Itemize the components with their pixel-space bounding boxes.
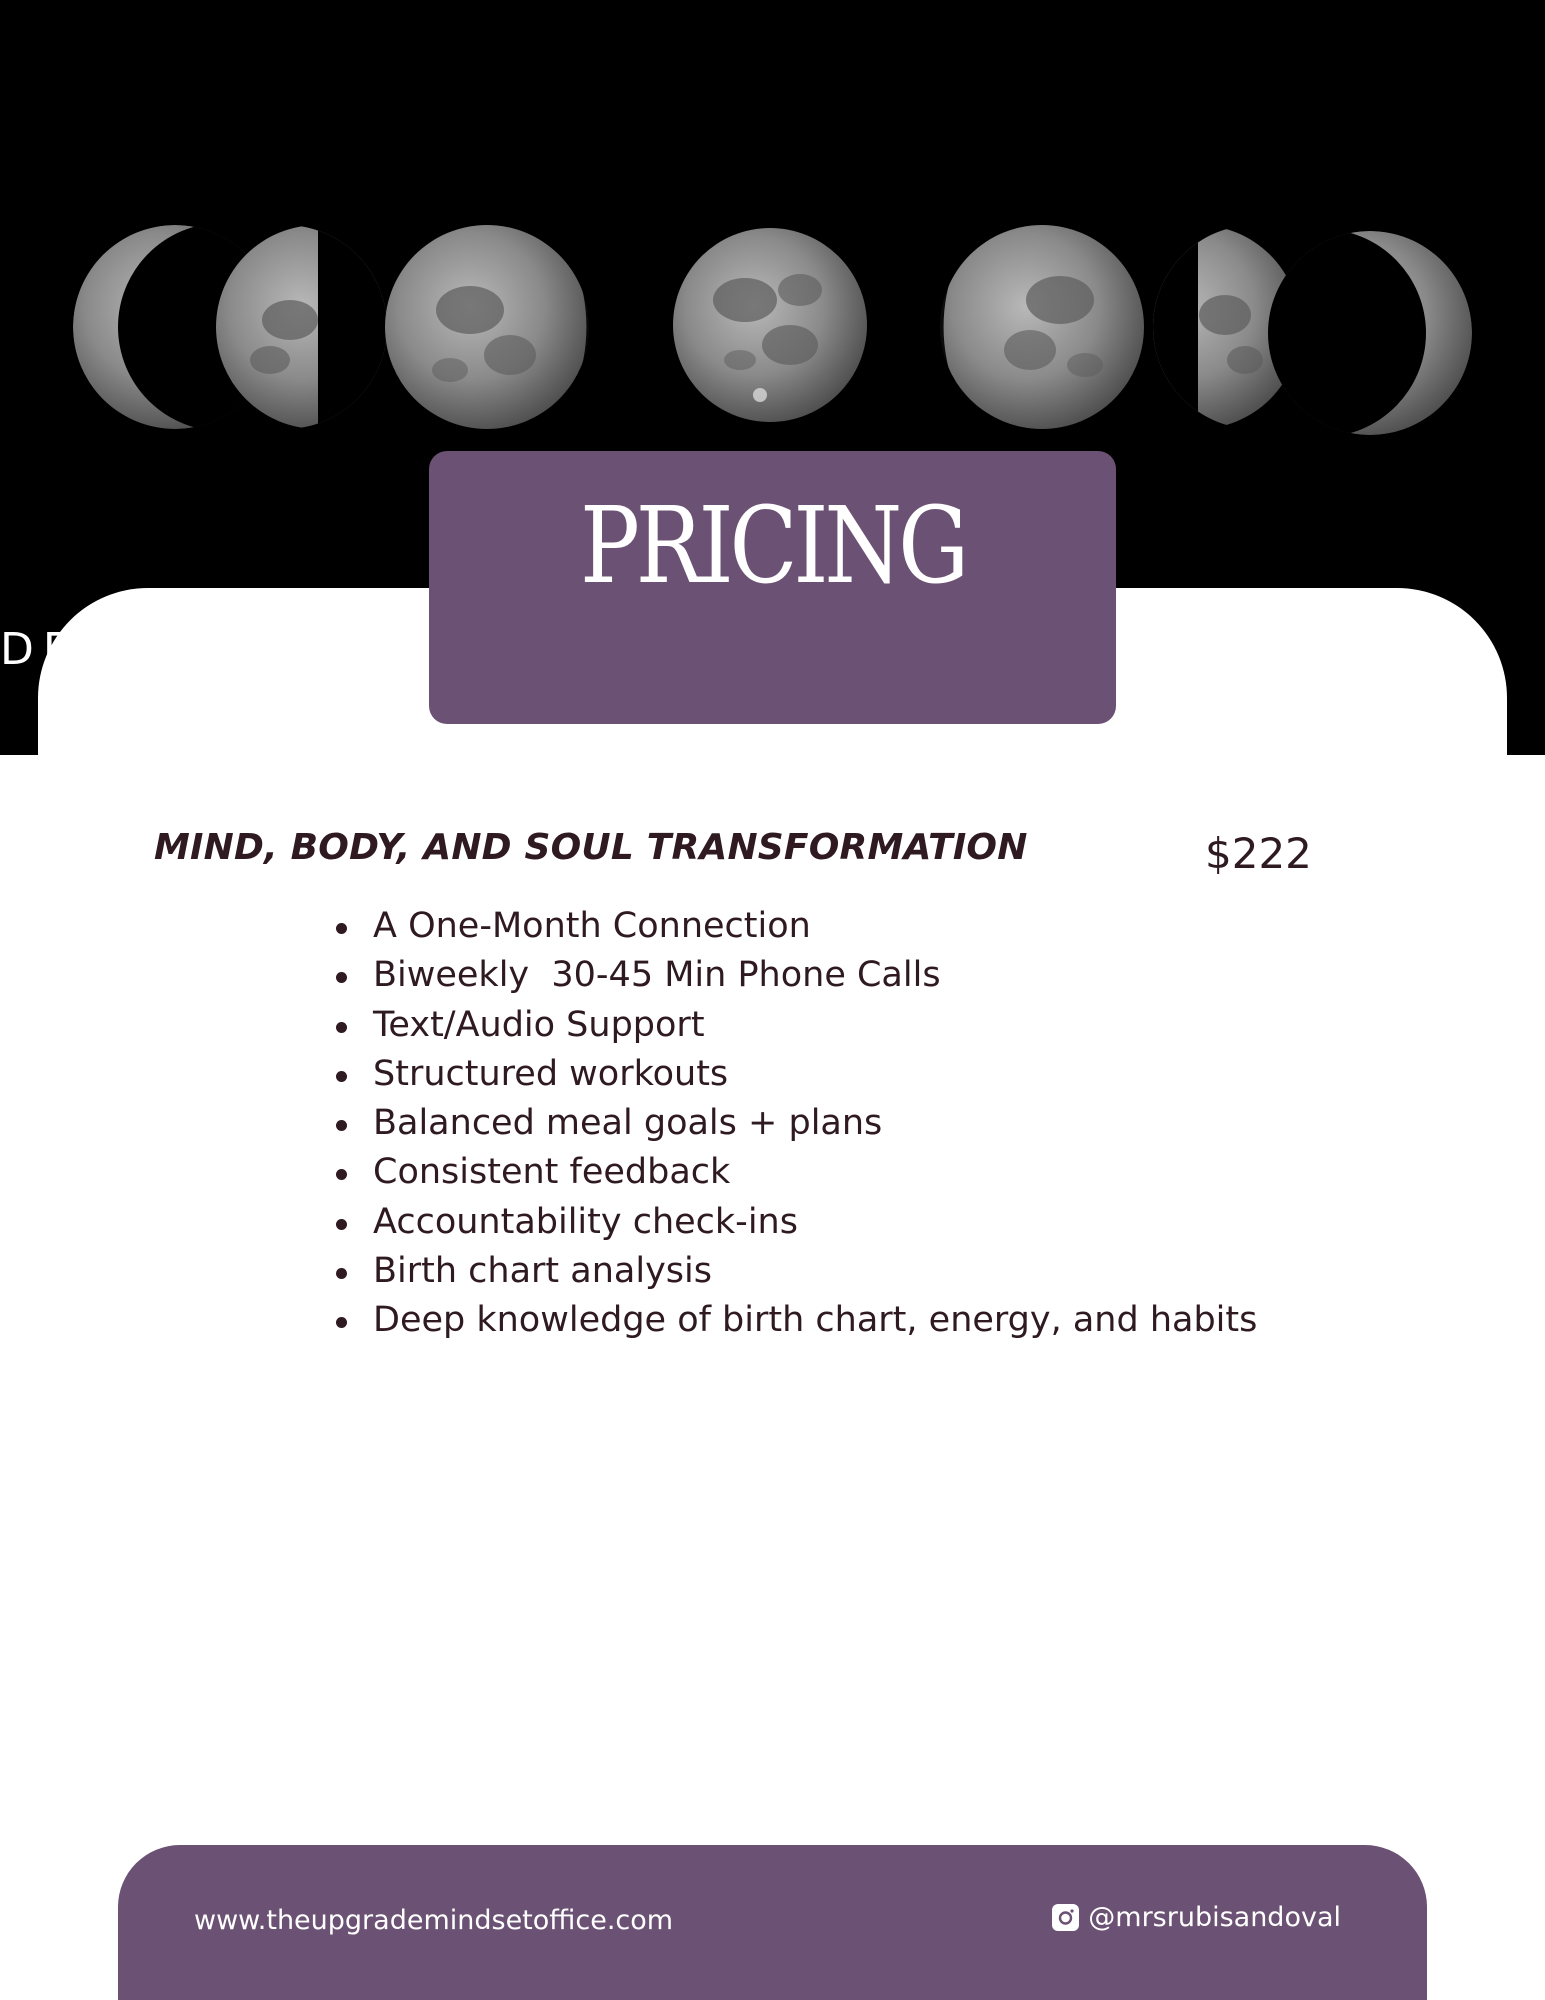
website-link[interactable]: www.theupgrademindsetoffice.com [194,1905,674,1936]
bullet-icon [336,1317,347,1328]
page-title: PRICING [579,484,966,607]
moon-gibbous-left [385,225,615,429]
bullet-icon [336,1071,347,1082]
feature-item: Text/Audio Support [331,1001,1257,1050]
feature-item: A One-Month Connection [331,902,1257,951]
instagram-icon [1052,1904,1079,1931]
title-box [429,451,1116,724]
bullet-icon [336,1219,347,1230]
package-name: MIND, BODY, AND SOUL TRANSFORMATION [154,827,1028,868]
feature-item: Biweekly 30-45 Min Phone Calls [331,951,1257,1000]
bullet-icon [336,972,347,983]
feature-item: Birth chart analysis [331,1247,1257,1296]
bullet-icon [336,1169,347,1180]
moon-gibbous-right [915,225,1144,429]
feature-item: Deep knowledge of birth chart, energy, and habits [331,1296,1257,1345]
feature-item: Consistent feedback [331,1148,1257,1197]
bullet-icon [336,1120,347,1131]
bullet-icon [336,1022,347,1033]
bullet-icon [336,923,347,934]
feature-list [331,902,1257,1346]
feature-item: Structured workouts [331,1050,1257,1099]
feature-item: Accountability check-ins [331,1198,1257,1247]
bullet-icon [336,1268,347,1279]
feature-item: Balanced meal goals + plans [331,1099,1257,1148]
instagram-handle[interactable] [1052,1904,1341,1931]
instagram-handle-label: @mrsrubisandoval [1088,1902,1341,1933]
footer-bar [118,1845,1427,2000]
moon-full [673,228,867,422]
package-price: $222 [1205,829,1312,878]
page-subtitle: DETAILS [0,624,244,675]
